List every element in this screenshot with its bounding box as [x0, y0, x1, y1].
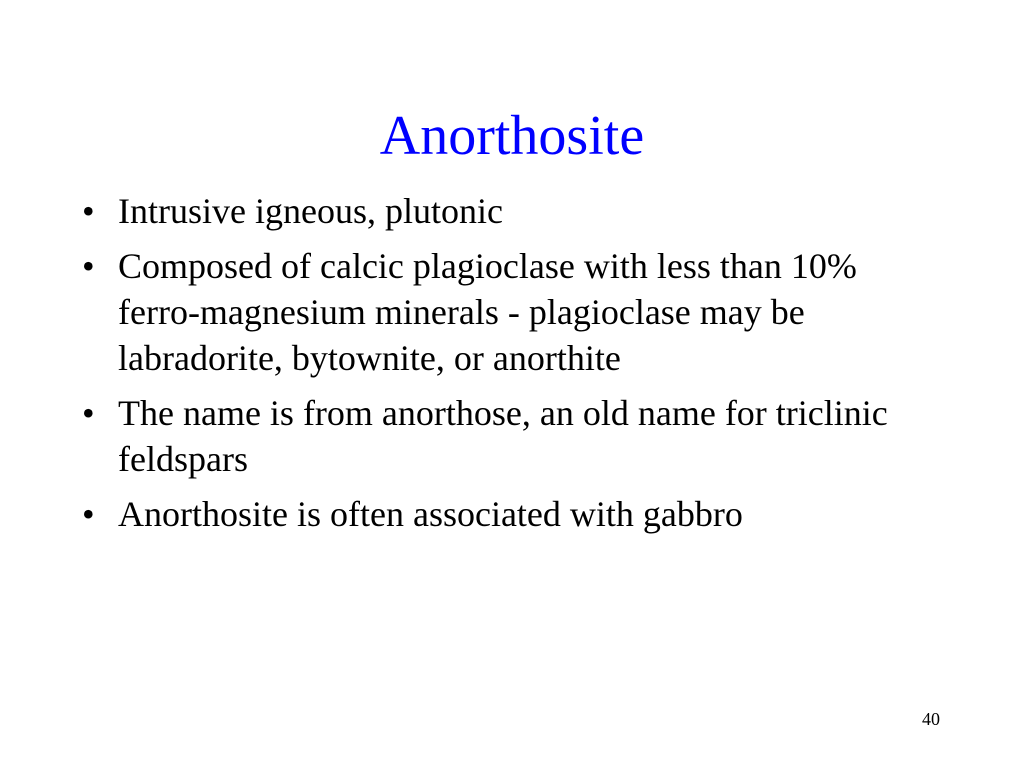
bullet-dot: •	[82, 246, 95, 286]
bullet-item	[82, 243, 942, 381]
bullet-text: Intrusive igneous, plutonic	[118, 191, 503, 231]
bullet-text: The name is from anorthose, an old name for triclinic feldspars	[118, 393, 888, 479]
page-number: 40	[922, 709, 940, 729]
bullet-text: Anorthosite is often associated with gabbro	[118, 494, 743, 534]
bullet-item	[82, 188, 942, 234]
bullet-list	[82, 188, 942, 546]
bullet-dot: •	[82, 393, 95, 433]
slide-title: Anorthosite	[379, 105, 645, 167]
bullet-item	[82, 390, 942, 482]
bullet-dot: •	[82, 191, 95, 231]
bullet-dot: •	[82, 494, 95, 534]
bullet-text: Composed of calcic plagioclase with less than 10% ferro-magnesium minerals - plagioclase may be labradorite, bytownite, or anorthite	[118, 246, 857, 378]
bullet-item	[82, 491, 942, 537]
